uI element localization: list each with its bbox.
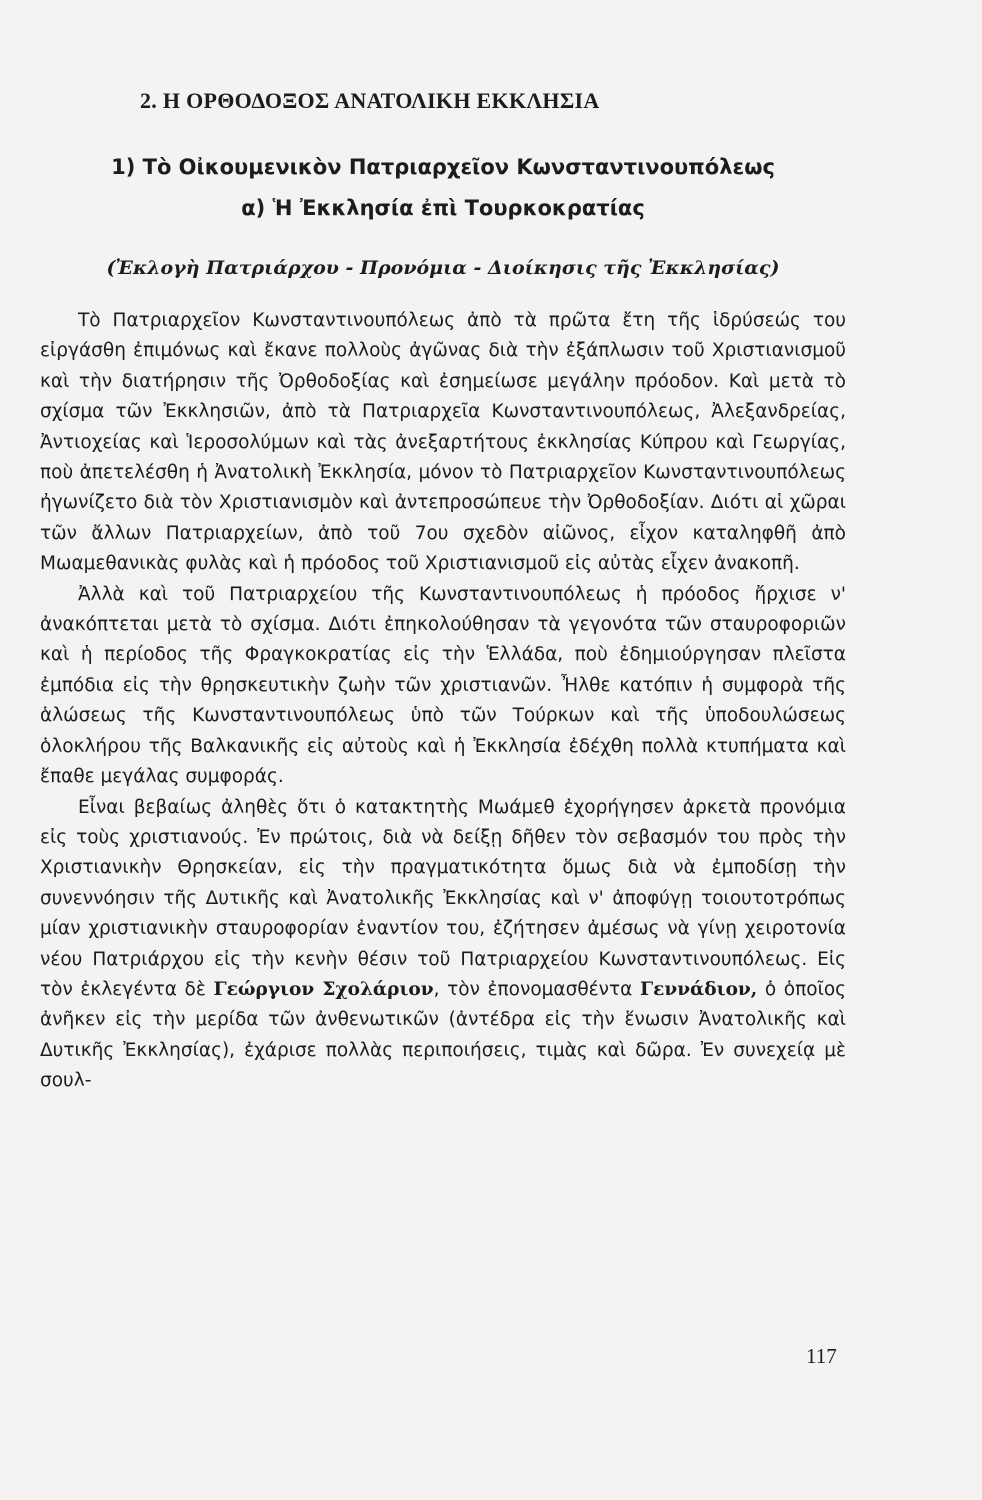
paragraph: Τὸ Πατριαρχεῖον Κωνσταντινουπόλεως ἀπὸ τὰ πρῶτα ἔτη τῆς ἱδρύσεώς του εἰργάσθη ἐπιμόνως καὶ ἔκανε πολλοὺς ἀγῶνας διὰ τὴν ἐξάπλωσιν τοῦ Χριστιανισμοῦ καὶ τὴν διατήρησιν τῆς Ὀρθοδοξίας καὶ ἐσημείωσε μεγάλην πρόοδον. Καὶ μετὰ τὸ σχίσμα τῶν Ἐκκλησιῶν, ἀπὸ τὰ Πατριαρχεῖα Κωνσταντινουπόλεως, Ἀλεξανδρείας, Ἀντιοχείας καὶ Ἱεροσολύμων καὶ τὰς ἀνεξαρτήτους ἐκκλησίας Κύπρου καὶ Γεωργίας, ποὺ ἀπετελέσθη ἡ Ἀνατολικὴ Ἐκκλησία, μόνον τὸ Πατριαρχεῖον Κωνσταντινουπόλεως ἠγωνίζετο διὰ τὸν Χριστιανισμὸν καὶ ἀντεπροσώπευε τὴν Ὀρθοδοξίαν. Διότι αἱ χῶραι τῶν ἄλλων Πατριαρχείων, ἀπὸ τοῦ 7ου σχεδὸν αἰῶνος, εἶχον καταληφθῆ ἀπὸ Μωαμεθανικὰς φυλὰς καὶ ἡ πρόοδος τοῦ Χριστιανισμοῦ εἰς αὐτὰς εἶχεν ἀνακοπῆ. bbox=[40, 310, 846, 575]
page-number: 117 bbox=[806, 1344, 837, 1368]
paragraph: Ἀλλὰ καὶ τοῦ Πατριαρχείου τῆς Κωνσταντινουπόλεως ἡ πρόοδος ἤρχισε ν' ἀνακόπτεται μετὰ τὸ σχίσμα. Διότι ἐπηκολούθησαν τὰ γεγονότα τῶν σταυροφοριῶν καὶ ἡ περίοδος τῆς Φραγκοκρατίας εἰς τὴν Ἑλλάδα, ποὺ ἐδημιούργησαν πλεῖστα ἐμπόδια εἰς τὴν θρησκευτικὴν ζωὴν τῶν χριστιανῶν. Ἦλθε κατόπιν ἡ συμφορὰ τῆς ἁλώσεως τῆς Κωνσταντινουπόλεως ὑπὸ τῶν Τούρκων καὶ τῆς ὑποδουλώσεως ὁλοκλήρου τῆς Βαλκανικῆς εἰς αὐτοὺς καὶ ἡ Ἐκκλησία ἐδέχθη πολλὰ κτυπήματα καὶ ἔπαθε μεγάλας συμφοράς. bbox=[40, 583, 846, 788]
text-run: , τὸν ἐπονομασθέντα bbox=[433, 978, 633, 1000]
text-run: Εἶναι βεβαίως ἀληθὲς ὅτι ὁ κατακτητὴς Μωάμεθ ἐχορήγησεν ἀρκετὰ προνόμια εἰς τοὺς χριστιανούς. Ἐν πρώτοις, διὰ νὰ δείξῃ δῆθεν τὸν σεβασμόν του πρὸς τὴν Χριστιανικὴν Θρησκείαν, εἰς τὴν πραγματικότητα ὅμως διὰ νὰ ἐμποδίσῃ τὴν συνεννόησιν τῆς Δυτικῆς καὶ Ἀνατολικῆς Ἐκκλησίας καὶ ν' ἀποφύγῃ τοιουτοτρόπως μίαν χριστιανικὴν σταυροφορίαν ἐναντίον του, ἐζήτησεν ἀμέσως νὰ γίνῃ χειροτονία νέου Πατριάρχου εἰς τὴν κενὴν θέσιν τοῦ Πατριαρχείου Κωνσταντινουπόλεως. Εἰς τὸν ἐκλεγέντα δὲ bbox=[40, 796, 846, 1000]
person-name: Γεννάδιον, bbox=[640, 978, 758, 1000]
subsection-title: α) Ἡ Ἐκκλησία ἐπὶ Τουρκοκρατίας bbox=[241, 196, 645, 220]
section-topics: (Ἐκλογὴ Πατριάρχου - Προνόμια - Διοίκησις τῆς Ἐκκλησίας) bbox=[106, 257, 780, 279]
body-text bbox=[40, 306, 846, 1097]
person-name: Γεώργιον Σχολάριον bbox=[213, 978, 434, 1000]
paragraph bbox=[40, 793, 846, 1097]
chapter-title: 2. Η ΟΡΘΟΔΟΞΟΣ ΑΝΑΤΟΛΙΚΗ ΕΚΚΛΗΣΙΑ bbox=[140, 88, 600, 113]
text-run: ὁ ὁποῖος ἀνῆκεν εἰς τὴν μερίδα τῶν ἀνθενωτικῶν (ἀντέδρα εἰς τὴν ἕνωσιν Ἀνατολικῆς καὶ Δυτικῆς Ἐκκλησίας), ἐχάρισε πολλὰς περιποιήσεις, τιμὰς καὶ δῶρα. Ἐν συνεχείᾳ μὲ σουλ- bbox=[40, 978, 847, 1092]
section-title: 1) Τὸ Οἰκουμενικὸν Πατριαρχεῖον Κωνσταντινουπόλεως bbox=[111, 155, 775, 179]
